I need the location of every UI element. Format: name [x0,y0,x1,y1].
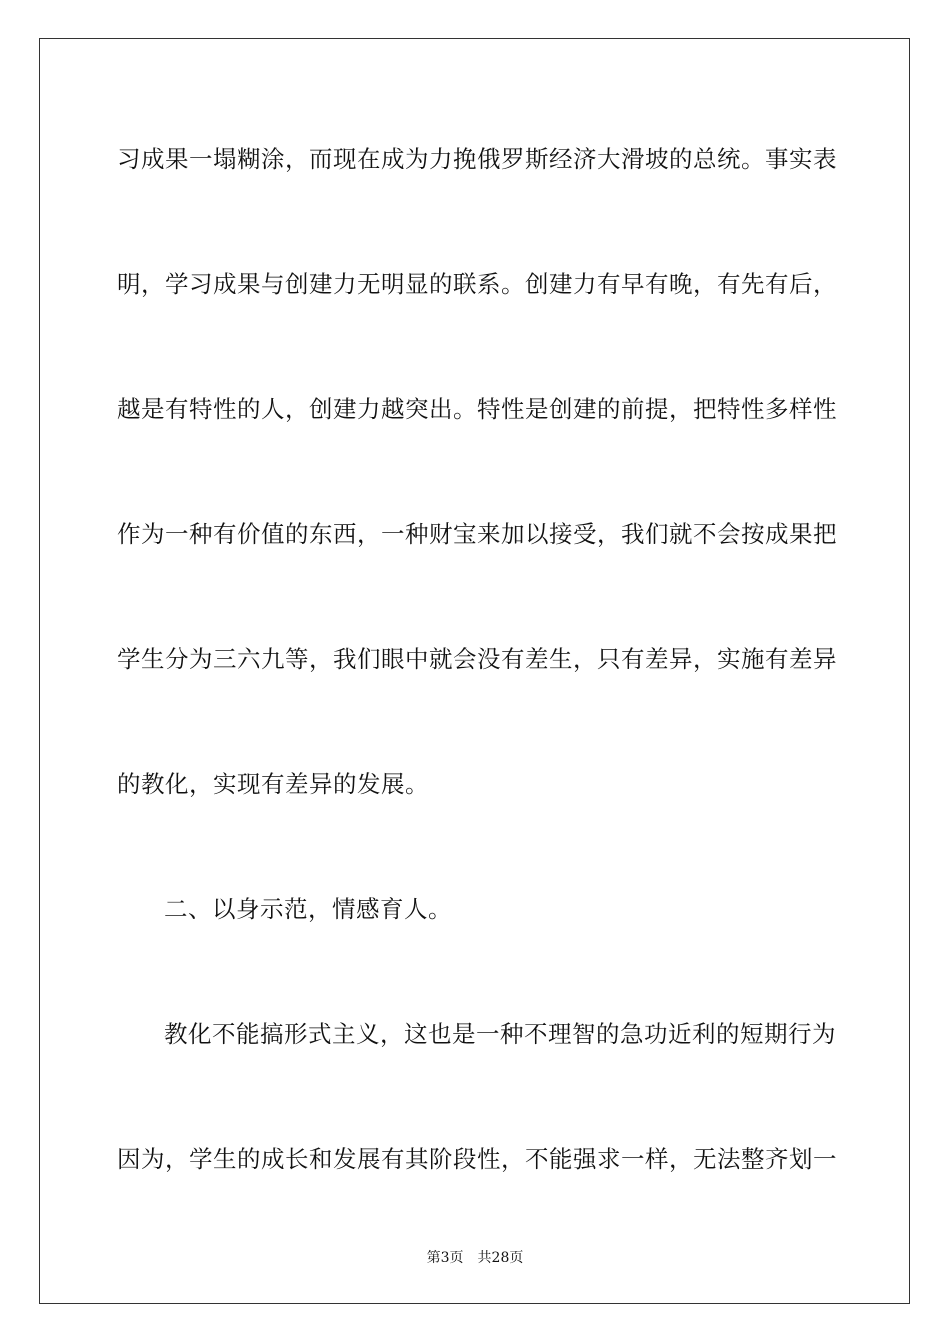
text-line-6: 的教化，实现有差异的发展。 [117,770,429,798]
text-line-1: 习成果一塌糊涂，而现在成为力挽俄罗斯经济大滑坡的总统。事实表 [117,145,837,173]
text-line-3: 越是有特性的人，创建力越突出。特性是创建的前提，把特性多样性 [117,395,837,423]
text-line-8: 教化不能搞形式主义，这也是一种不理智的急功近利的短期行为 [164,1020,836,1048]
section-heading: 二、以身示范，情感育人。 [164,895,452,923]
text-line-4: 作为一种有价值的东西，一种财宝来加以接受，我们就不会按成果把 [117,520,837,548]
text-line-5: 学生分为三六九等，我们眼中就会没有差生，只有差异，实施有差异 [117,645,837,673]
text-line-2: 明，学习成果与创建力无明显的联系。创建力有早有晚，有先有后， [117,270,837,298]
page-number-footer: 第3页 共28页 [426,1250,524,1266]
text-line-9: 因为，学生的成长和发展有其阶段性，不能强求一样，无法整齐划一 [117,1145,837,1173]
